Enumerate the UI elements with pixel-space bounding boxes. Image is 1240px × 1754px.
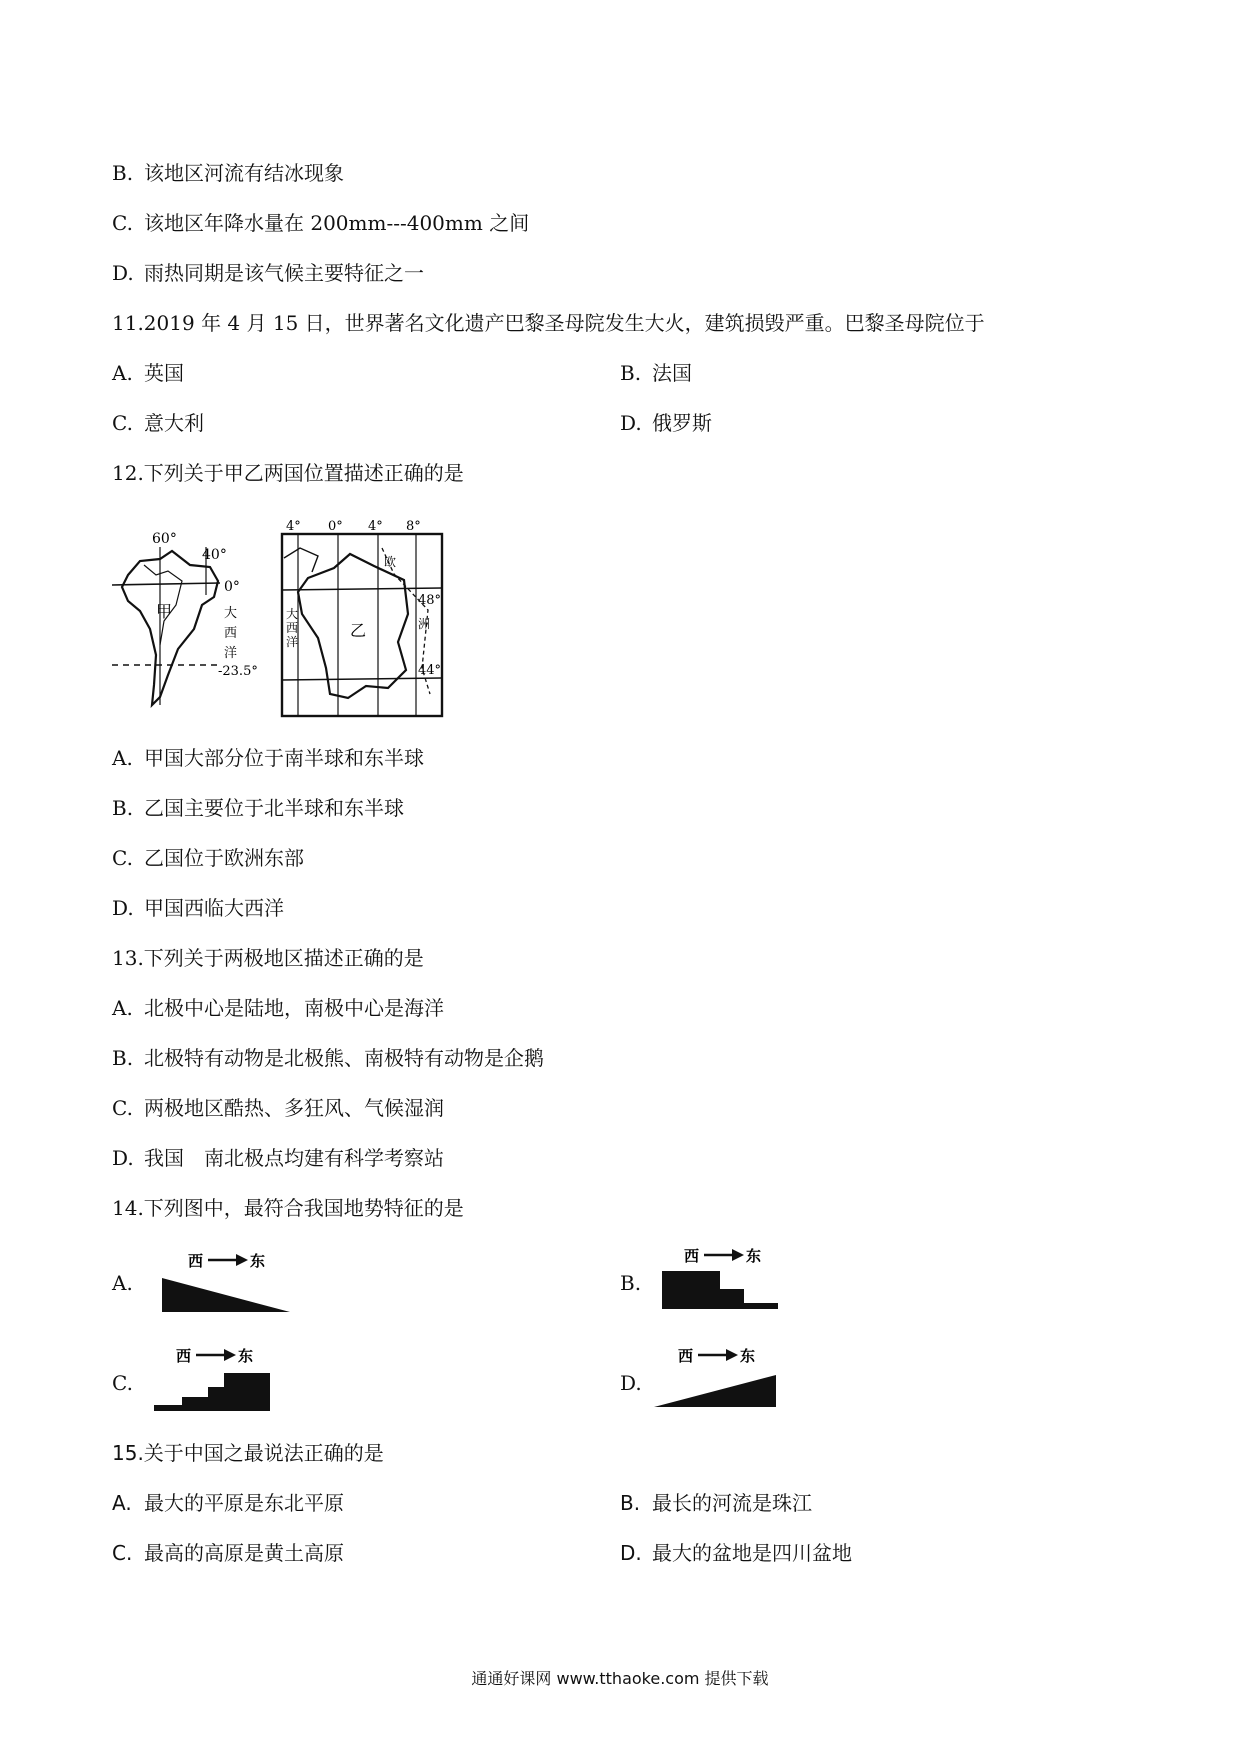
option-text: 北极特有动物是北极熊、南极特有动物是企鹅 (144, 1046, 544, 1070)
terrain-shape (154, 1373, 270, 1411)
q11-option-c (112, 410, 204, 436)
ocean-label-3: 洋 (286, 635, 299, 649)
q15-option-a (112, 1490, 344, 1516)
option-letter: C. (112, 1096, 133, 1120)
option-text: 最大的平原是东北平原 (144, 1491, 344, 1515)
jia-country-outline (122, 551, 218, 705)
ocean-label-1: 大 (224, 606, 238, 621)
arrow-head (236, 1254, 248, 1266)
europe-label-1: 欧 (384, 555, 397, 569)
equator-label: 0° (224, 579, 240, 595)
q13-stem: 13.下列关于两极地区描述正确的是 (112, 946, 424, 970)
option-text: 俄罗斯 (652, 411, 712, 435)
east-label: 东 (250, 1252, 266, 1270)
terrain-profile-c (150, 1345, 290, 1415)
q15-option-b (620, 1490, 812, 1516)
terrain-profile-a (160, 1250, 300, 1320)
option-text: 乙国位于欧洲东部 (144, 846, 304, 870)
option-letter: D. (620, 1541, 642, 1565)
q13-option-b (112, 1045, 544, 1071)
europe-label-2: 洲 (418, 617, 431, 631)
option-text: 我国 南北极点均建有科学考察站 (144, 1146, 444, 1170)
q12-option-b (112, 795, 404, 821)
lat48-line (282, 588, 442, 590)
q14-option-d-letter: D. (620, 1371, 642, 1395)
terrain-shape (662, 1271, 778, 1309)
arrow-head (224, 1349, 236, 1361)
option-text: 雨热同期是该气候主要特征之一 (144, 261, 424, 285)
q12-option-a (112, 745, 424, 771)
option-text: 最长的河流是珠江 (652, 1491, 812, 1515)
q13-option-d (112, 1145, 444, 1171)
q15-stem: 15.关于中国之最说法正确的是 (112, 1441, 384, 1465)
q13-option-c (112, 1095, 444, 1121)
terrain-shape (162, 1278, 290, 1312)
prev-option-c (112, 210, 529, 236)
option-text: 意大利 (144, 411, 204, 435)
q14-option-c-letter: C. (112, 1371, 133, 1395)
yi-country-label: 乙 (350, 621, 367, 640)
q11-stem: 11.2019 年 4 月 15 日，世界著名文化遗产巴黎圣母院发生大火，建筑损毁严重。巴黎圣母院位于 (112, 311, 985, 335)
arrow-head (732, 1249, 744, 1261)
option-letter: B. (112, 1046, 134, 1070)
prev-option-b (112, 160, 344, 186)
option-letter: C. (112, 411, 133, 435)
prev-option-d (112, 260, 424, 286)
lon-w4-label: 4° (286, 519, 301, 534)
option-letter: A. (112, 361, 133, 385)
tropic-label: -23.5° (218, 664, 258, 679)
option-letter: C. (112, 1541, 133, 1565)
q14-option-a-letter: A. (112, 1271, 133, 1295)
ocean-label-2: 西 (224, 626, 238, 641)
option-text: 最高的高原是黄土高原 (144, 1541, 344, 1565)
q11-option-b (620, 360, 692, 386)
option-letter: A. (112, 1491, 132, 1515)
option-text: 英国 (144, 361, 184, 385)
jia-country-label: 甲 (156, 602, 173, 621)
lon60-label: 60° (152, 531, 177, 547)
lat44-label: 44° (418, 663, 442, 678)
east-label: 东 (746, 1247, 762, 1265)
q15-option-d (620, 1540, 852, 1566)
option-letter: D. (112, 261, 134, 285)
terrain-profile-d (652, 1345, 792, 1415)
option-letter: B. (112, 796, 134, 820)
west-label: 西 (188, 1252, 204, 1270)
option-letter: D. (620, 411, 642, 435)
q13-option-a (112, 995, 444, 1021)
terrain-shape (654, 1375, 776, 1407)
option-text: 两极地区酷热、多狂风、气候湿润 (144, 1096, 444, 1120)
ocean-label-3: 洋 (224, 646, 238, 661)
option-text: 甲国西临大西洋 (144, 896, 284, 920)
lon8-label: 8° (406, 519, 421, 534)
q12-option-d (112, 895, 284, 921)
arrow-head (726, 1349, 738, 1361)
q14-option-b-letter: B. (620, 1271, 642, 1295)
lon-e4-label: 4° (368, 519, 383, 534)
option-text: 最大的盆地是四川盆地 (652, 1541, 852, 1565)
option-letter: B. (112, 161, 134, 185)
q14-stem: 14.下列图中，最符合我国地势特征的是 (112, 1196, 464, 1220)
map-jia-figure (110, 525, 270, 710)
q12-stem: 12.下列关于甲乙两国位置描述正确的是 (112, 461, 464, 485)
west-label: 西 (678, 1347, 694, 1365)
q12-option-c (112, 845, 304, 871)
option-letter: C. (112, 211, 133, 235)
option-letter: B. (620, 1491, 641, 1515)
q11-option-a (112, 360, 184, 386)
terrain-profile-b (660, 1245, 800, 1315)
q15-option-c (112, 1540, 344, 1566)
option-letter: A. (112, 746, 133, 770)
map-yi-figure (278, 518, 458, 720)
page-footer: 通通好课网 www.tthaoke.com 提供下载 (471, 1669, 769, 1688)
lat48-label: 48° (418, 593, 442, 608)
ocean-label-2: 西 (286, 621, 299, 635)
option-letter: D. (112, 1146, 134, 1170)
lat44-line (282, 678, 442, 680)
equator-line (112, 583, 220, 585)
west-label: 西 (684, 1247, 700, 1265)
option-text: 乙国主要位于北半球和东半球 (144, 796, 404, 820)
option-text: 甲国大部分位于南半球和东半球 (144, 746, 424, 770)
lon0-label: 0° (328, 519, 343, 534)
option-letter: B. (620, 361, 642, 385)
yi-coast (284, 548, 318, 572)
lon40-label: 40° (202, 547, 227, 563)
option-text: 该地区河流有结冰现象 (144, 161, 344, 185)
option-letter: C. (112, 846, 133, 870)
q11-option-d (620, 410, 712, 436)
option-letter: D. (112, 896, 134, 920)
east-label: 东 (238, 1347, 254, 1365)
ocean-label-1: 大 (286, 607, 299, 621)
option-text: 北极中心是陆地，南极中心是海洋 (144, 996, 444, 1020)
option-text: 该地区年降水量在 200mm---400mm 之间 (144, 211, 530, 235)
option-letter: A. (112, 996, 133, 1020)
east-label: 东 (740, 1347, 756, 1365)
option-text: 法国 (652, 361, 692, 385)
west-label: 西 (176, 1347, 192, 1365)
